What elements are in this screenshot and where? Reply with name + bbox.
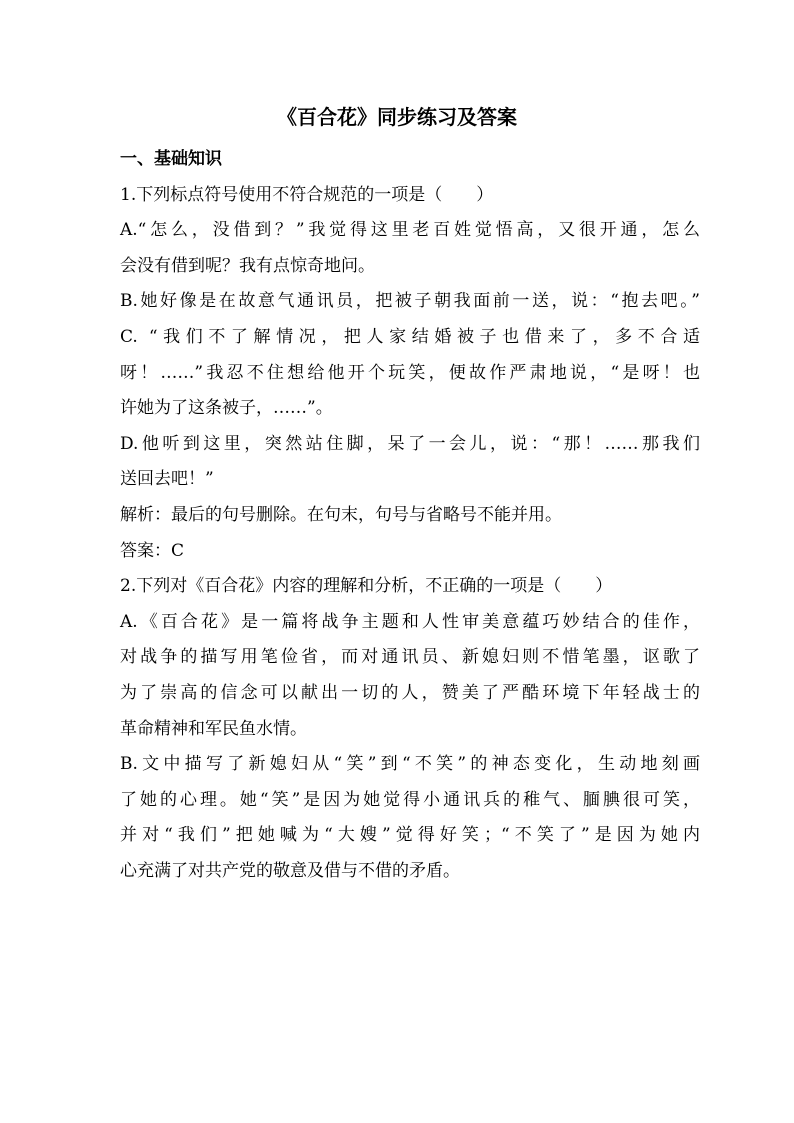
question-2-option-a-line-4: 革命精神和军民鱼水情。 [120, 718, 307, 739]
question-1-analysis: 解析：最后的句号删除。在句末，句号与省略号不能并用。 [120, 504, 562, 525]
question-2-option-b-line-2: 了她的心理。她“笑”是因为她觉得小通讯兵的稚气、腼腆很可笑， [120, 789, 700, 810]
question-2-option-b-line-4: 心充满了对共产党的敬意及借与不借的矛盾。 [120, 860, 460, 881]
document-body [120, 142, 700, 889]
question-1-option-c-line-1: C. “我们不了解情况，把人家结婚被子也借来了，多不合适 [120, 326, 700, 347]
question-1-option-c-line-3: 许她为了这条被子，……”。 [120, 398, 333, 419]
question-2-option-a-line-1: A.《百合花》是一篇将战争主题和人性审美意蕴巧妙结合的佳作， [120, 611, 700, 632]
question-1-option-c-line-2: 呀！……”我忍不住想给他开个玩笑，便故作严肃地说，“是呀！也 [120, 362, 700, 383]
question-1-answer: 答案：C [120, 540, 185, 561]
question-1-option-a-line-1: A.“怎么，没借到？”我觉得这里老百姓觉悟高，又很开通，怎么 [120, 220, 700, 241]
question-1-option-d-line-2: 送回去吧！” [120, 469, 214, 490]
document-title: 《百合花》同步练习及答案 [277, 105, 517, 129]
question-1-option-d-line-1: D.他听到这里，突然站住脚，呆了一会儿，说：“那！……那我们 [120, 433, 700, 454]
question-1-option-a-line-2: 会没有借到呢？我有点惊奇地问。 [120, 255, 375, 276]
question-1-option-b-line-1: B.她好像是在故意气通讯员，把被子朝我面前一送，说：“抱去吧。” [120, 291, 700, 312]
question-2-option-b-line-3: 并对“我们”把她喊为“大嫂”觉得好笑；“不笑了”是因为她内 [120, 825, 700, 846]
question-2-stem: 2.下列对《百合花》内容的理解和分析，不正确的一项是（ ） [120, 576, 613, 597]
question-2-option-b-line-1: B.文中描写了新媳妇从“笑”到“不笑”的神态变化，生动地刻画 [120, 754, 700, 775]
section-heading-basic-knowledge: 一、基础知识 [120, 149, 222, 169]
question-2-option-a-line-2: 对战争的描写用笔俭省，而对通讯员、新媳妇则不惜笔墨，讴歌了 [120, 647, 700, 668]
question-1-stem: 1.下列标点符号使用不符合规范的一项是（ ） [120, 184, 494, 205]
question-2-option-a-line-3: 为了崇高的信念可以献出一切的人，赞美了严酷环境下年轻战士的 [120, 682, 700, 703]
